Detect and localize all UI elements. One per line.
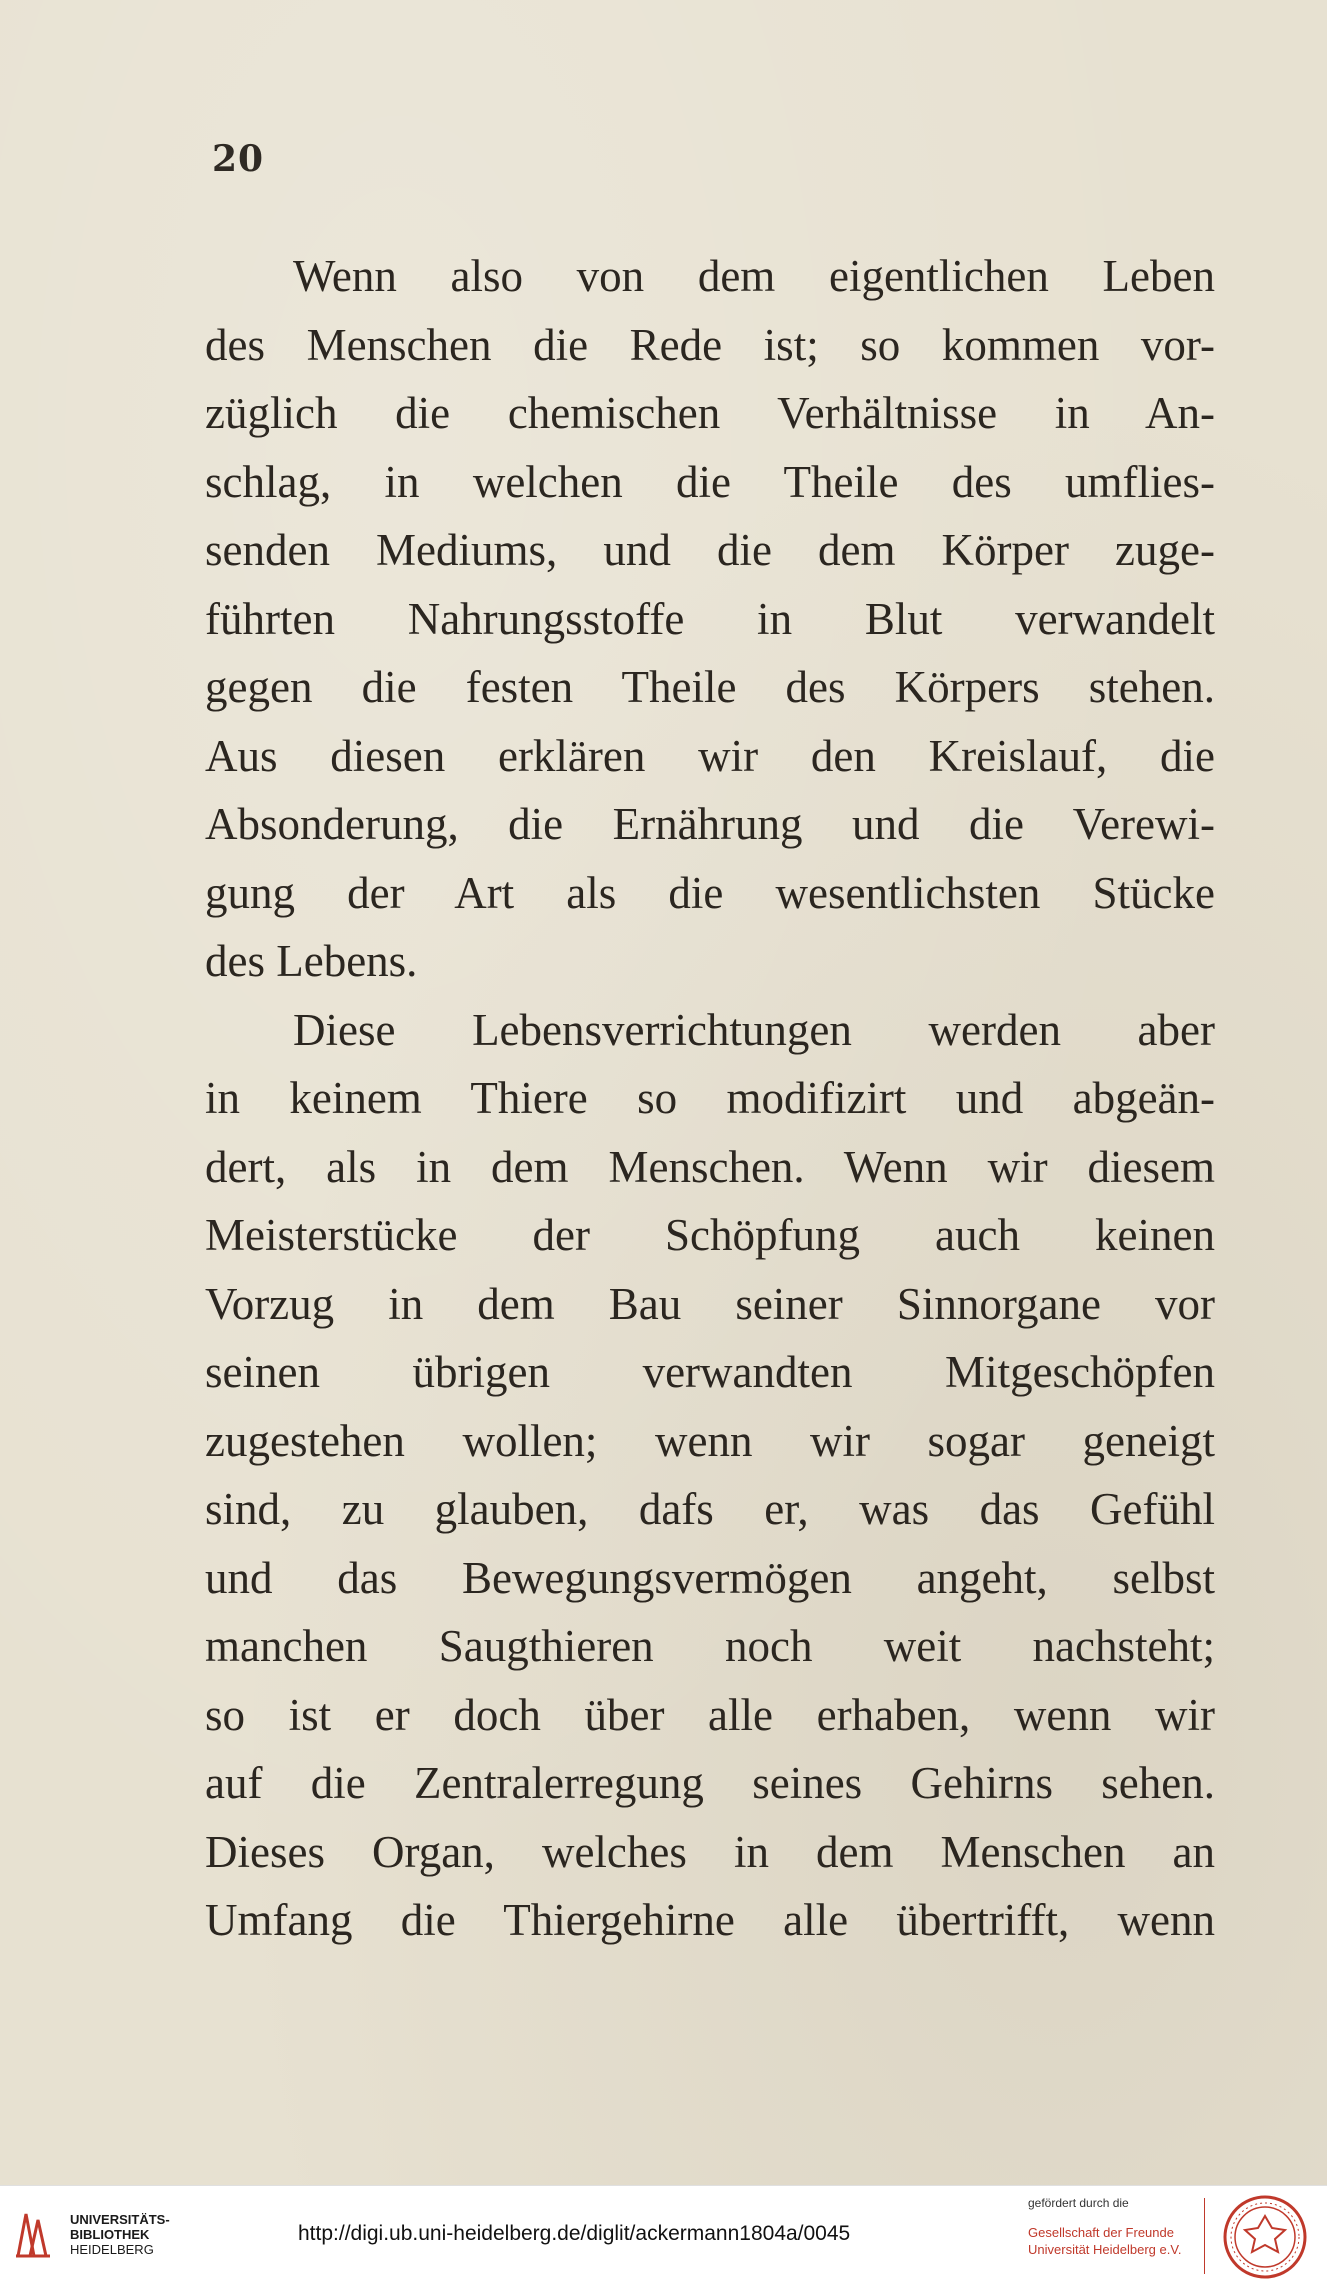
text-line: so ist er doch über alle erhaben, wenn wir — [205, 1689, 1215, 1740]
text-line: Vorzug in dem Bau seiner Sinnorgane vor — [205, 1278, 1215, 1329]
text-line: des Lebens. — [205, 936, 418, 986]
text-line: Wenn also von dem eigentlichen Leben — [293, 251, 1215, 301]
text-line: schlag, in welchen die Theile des umflies- — [205, 456, 1215, 507]
library-name-line: UNIVERSITÄTS- — [70, 2212, 170, 2227]
text-line: Absonderung, die Ernährung und die Verewi- — [205, 799, 1215, 849]
text-line: Aus diesen erklären wir den Kreislauf, die — [205, 730, 1215, 781]
page-number: 20 — [212, 138, 265, 180]
text-line: des Menschen die Rede ist; so kommen vor- — [205, 319, 1215, 370]
sponsor-name — [1028, 2224, 1181, 2258]
text-line: manchen Saugthieren noch weit nachsteht; — [205, 1621, 1215, 1671]
body-text — [205, 242, 1215, 1955]
sponsor-name-line: Gesellschaft der Freunde — [1028, 2225, 1174, 2240]
text-line: in keinem Thiere so modifizirt und abgeän- — [205, 1073, 1215, 1123]
library-name-line: HEIDELBERG — [70, 2242, 154, 2257]
sponsor-name-line: Universität Heidelberg e.V. — [1028, 2242, 1182, 2257]
text-line: sind, zu glauben, dafs er, was das Gefühl — [205, 1484, 1215, 1534]
university-seal-icon — [1222, 2194, 1308, 2280]
text-line: Umfang die Thiergehirne alle übertrifft, wenn — [205, 1895, 1215, 1945]
text-line: zugestehen wollen; wenn wir sogar geneigt — [205, 1415, 1215, 1466]
text-line: gung der Art als die wesentlichsten Stücke — [205, 867, 1215, 918]
text-line: Meisterstücke der Schöpfung auch keinen — [205, 1210, 1215, 1260]
sponsor-note: gefördert durch die — [1028, 2196, 1129, 2210]
text-line: Diese Lebensverrichtungen werden aber — [293, 1004, 1215, 1055]
text-line: dert, als in dem Menschen. Wenn wir diesem — [205, 1141, 1215, 1192]
library-name-line: BIBLIOTHEK — [70, 2227, 150, 2242]
text-line: seinen übrigen verwandten Mitgeschöpfen — [205, 1347, 1215, 1397]
text-line: gegen die festen Theile des Körpers stehen. — [205, 662, 1215, 712]
text-line: züglich die chemischen Verhältnisse in An- — [205, 388, 1215, 438]
permalink-url[interactable]: http://digi.ub.uni-heidelberg.de/diglit/ackermann1804a/0045 — [298, 2222, 851, 2245]
text-line: Dieses Organ, welches in dem Menschen an — [205, 1826, 1215, 1877]
library-name — [70, 2212, 170, 2257]
text-line: und das Bewegungsvermögen angeht, selbst — [205, 1552, 1215, 1603]
library-logo-icon — [14, 2208, 52, 2260]
sponsor-divider — [1204, 2198, 1205, 2274]
text-line: senden Mediums, und die dem Körper zuge- — [205, 525, 1215, 575]
footer-bar — [0, 2185, 1327, 2286]
text-line: auf die Zentralerregung seines Gehirns sehen. — [205, 1758, 1215, 1808]
text-line: führten Nahrungsstoffe in Blut verwandelt — [205, 593, 1215, 644]
